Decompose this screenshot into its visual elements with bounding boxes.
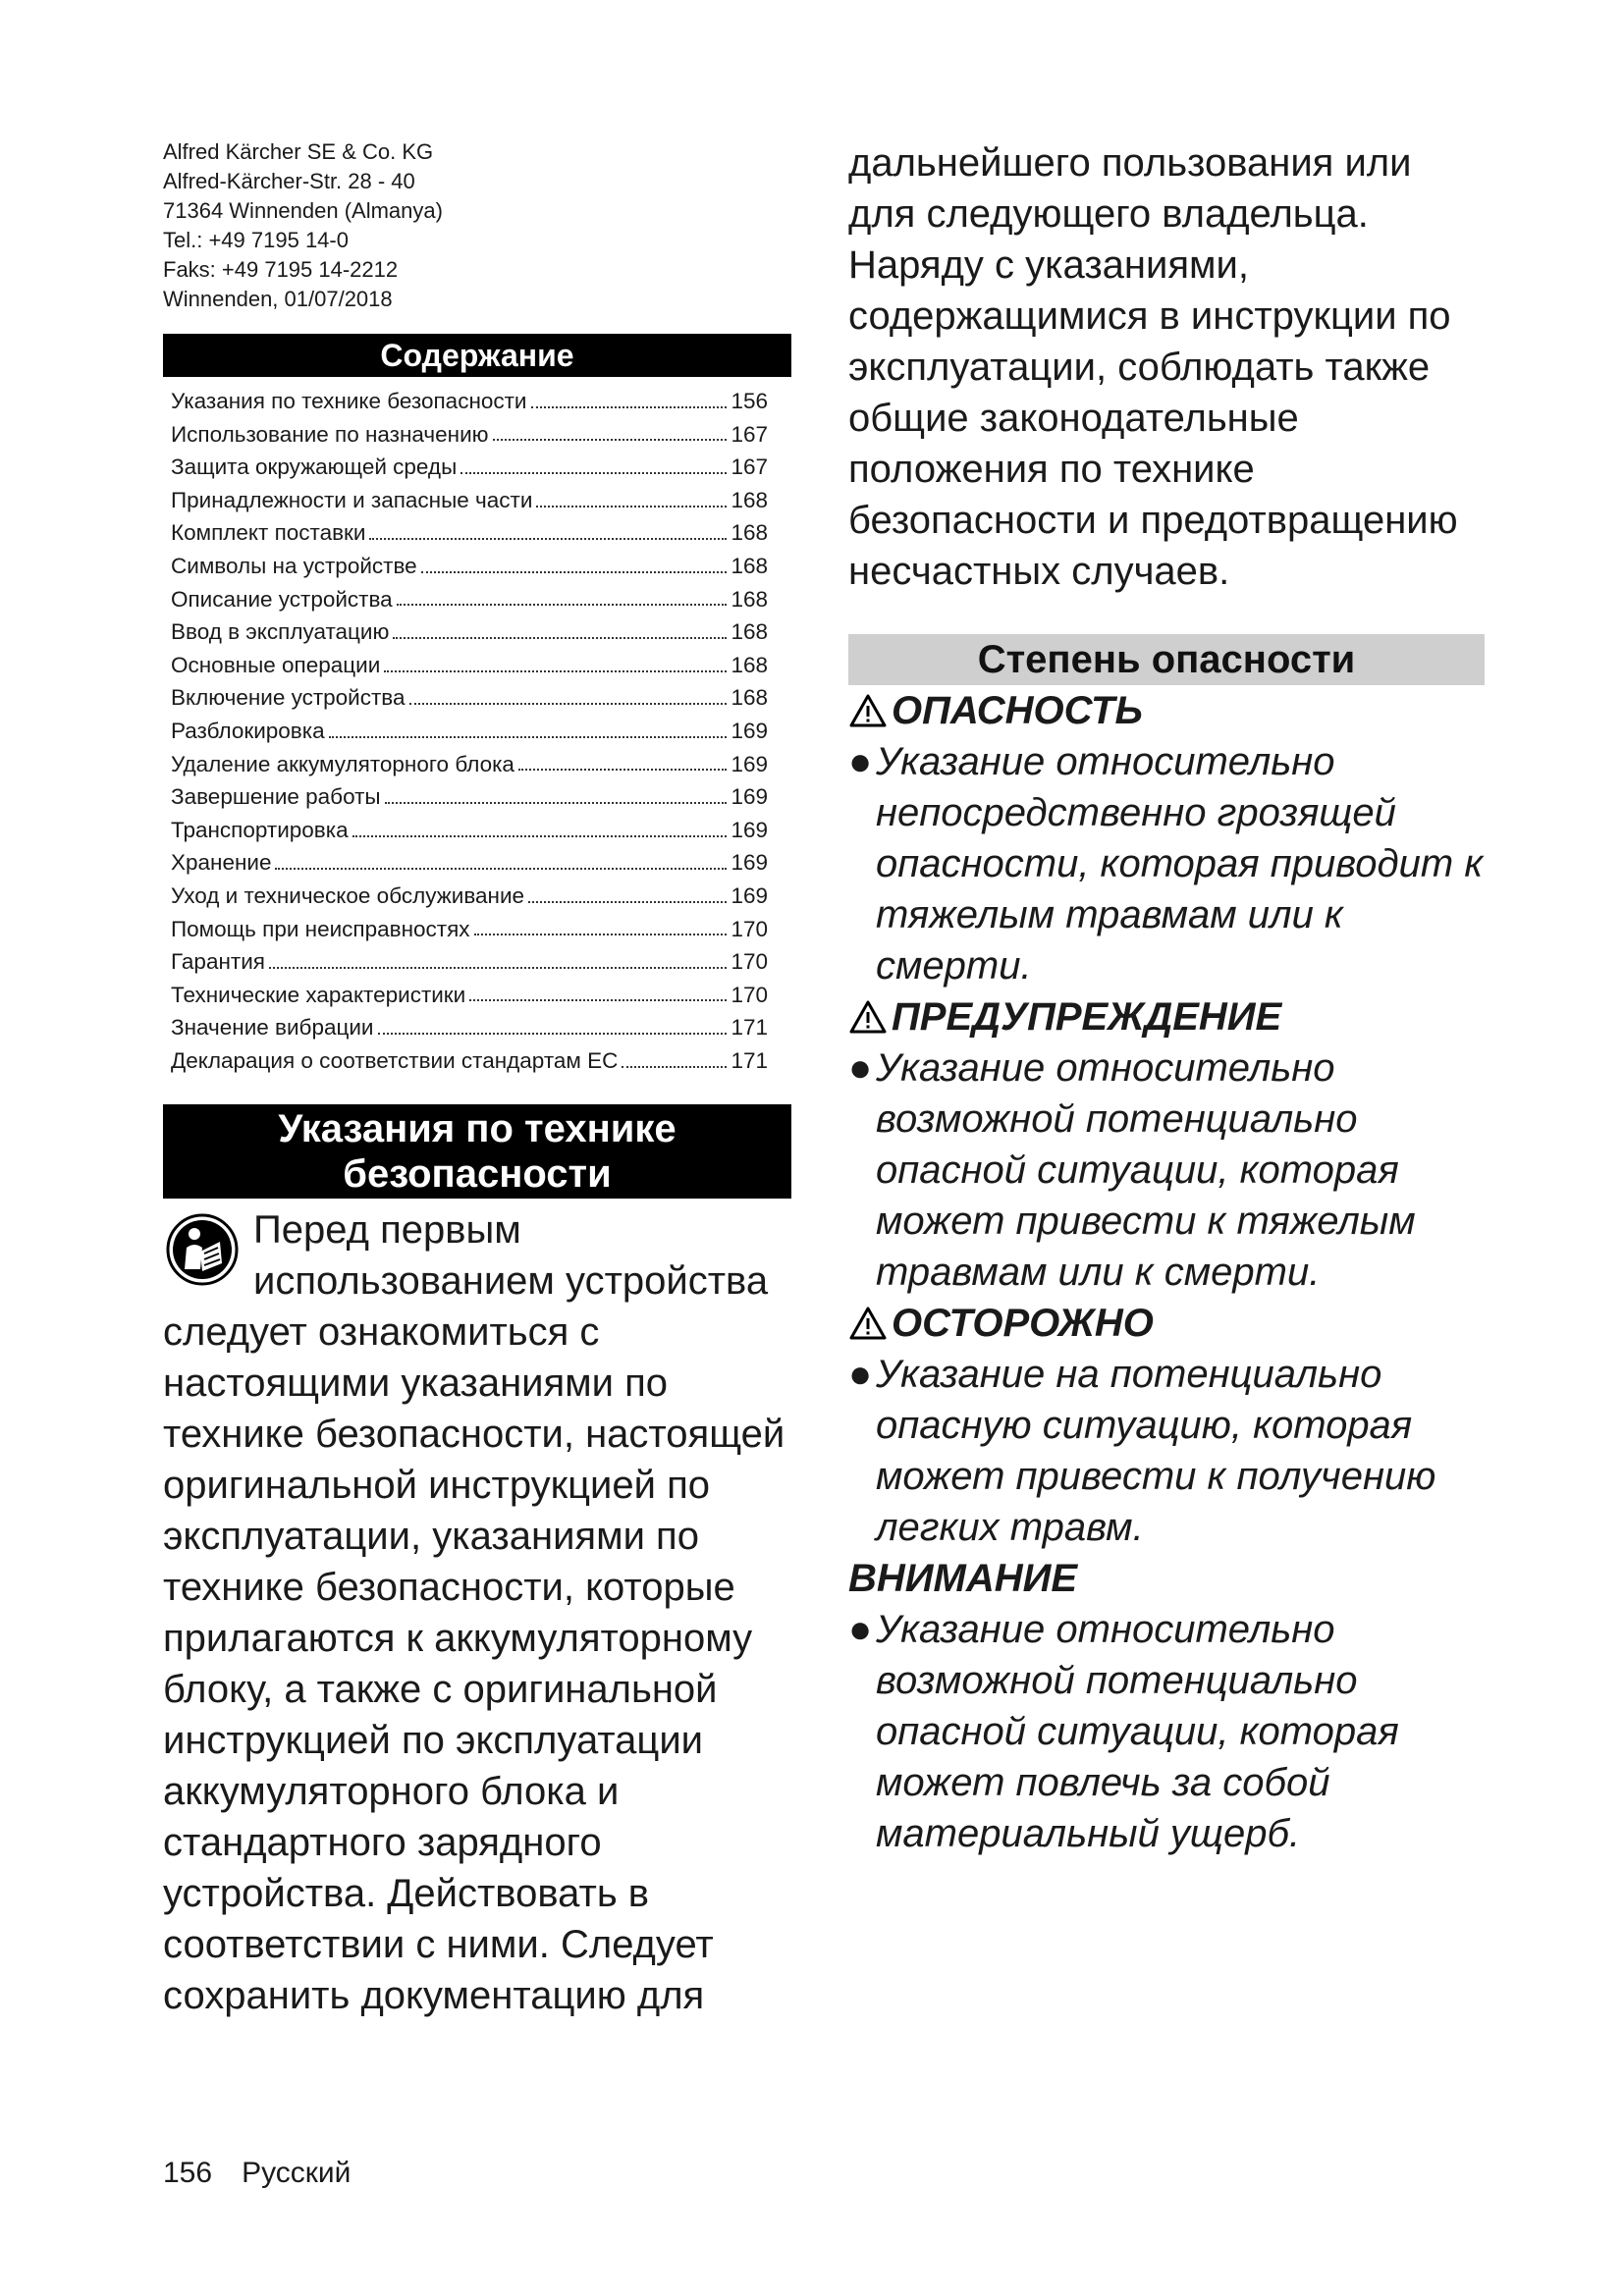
toc-row xyxy=(163,814,791,847)
toc-row xyxy=(163,615,791,649)
hazard-desc-text: Указание относительно возможной потенциально опасной ситуации, которая может привести к тяжелым травмам или к смерти. xyxy=(876,1046,1416,1294)
hazard-title-danger xyxy=(848,685,1485,736)
toc-leader-dots xyxy=(329,736,728,738)
hazard-level-notice xyxy=(848,1553,1485,1859)
toc-row xyxy=(163,516,791,550)
toc-title: Транспортировка xyxy=(171,817,349,842)
hazard-desc-caution xyxy=(848,1349,1485,1553)
hazard-desc-text: Указание относительно непосредственно грозящей опасности, которая приводит к тяжелым травмам или к смерти. xyxy=(876,740,1484,988)
toc-leader-dots xyxy=(460,472,727,474)
toc-title: Значение вибрации xyxy=(171,1015,374,1041)
toc-leader-dots xyxy=(421,571,728,573)
toc-leader-dots xyxy=(528,901,727,903)
toc-page: 169 xyxy=(731,784,768,810)
address-line: Winnenden, 01/07/2018 xyxy=(163,287,393,311)
toc-leader-dots xyxy=(622,1066,727,1068)
hazard-desc-text: Указание относительно возможной потенциально опасной ситуации, которая может повлечь за собой материальный ущерб. xyxy=(876,1608,1399,1855)
toc-page: 169 xyxy=(731,718,768,743)
toc-row xyxy=(163,385,791,418)
hazard-title-text: ПРЕДУПРЕЖДЕНИЕ xyxy=(892,995,1282,1039)
table-of-contents xyxy=(163,385,791,1077)
toc-leader-dots xyxy=(275,868,727,870)
toc-page: 169 xyxy=(731,850,768,876)
toc-title: Включение устройства xyxy=(171,685,406,711)
toc-title: Использование по назначению xyxy=(171,421,489,447)
address-line: Alfred Kärcher SE & Co. KG xyxy=(163,139,434,164)
toc-row xyxy=(163,748,791,781)
safety-heading-line1: Указания по технике xyxy=(278,1107,677,1151)
toc-leader-dots xyxy=(531,406,728,408)
toc-leader-dots xyxy=(469,999,727,1001)
safety-paragraph-2: Наряду с указаниями, содержащимися в инструкции по эксплуатации, соблюдать также общие законодательные положения по технике безопасности и предотвращению несчастных случаев. xyxy=(848,243,1458,593)
toc-title: Завершение работы xyxy=(171,784,381,810)
toc-page: 168 xyxy=(731,652,768,677)
bullet: ● xyxy=(848,1353,873,1396)
footer-language: Русский xyxy=(242,2157,352,2189)
toc-row xyxy=(163,945,791,979)
toc-page: 168 xyxy=(731,685,768,711)
toc-row xyxy=(163,780,791,814)
safety-intro-text: Перед первым использованием устройства следует ознакомиться с настоящими указаниями по технике безопасности, настоящей оригинальной инструкцией по эксплуатации, указаниями по технике безопасности, которые прилагаются к аккумуляторному блоку, а также с оригинальной инструкцией по эксплуатации аккумуляторного блока и стандартного зарядного устройства. Действовать в соответствии с ними. Следует сохранить документацию для xyxy=(163,1208,785,2018)
hazard-desc-notice xyxy=(848,1604,1485,1859)
warning-triangle-icon xyxy=(848,693,888,728)
toc-page: 171 xyxy=(731,1047,768,1073)
hazard-level-danger xyxy=(848,685,1485,991)
toc-leader-dots xyxy=(536,506,727,507)
toc-leader-dots xyxy=(518,769,728,771)
hazard-title-warning xyxy=(848,991,1485,1042)
toc-title: Символы на устройстве xyxy=(171,553,417,578)
toc-title: Разблокировка xyxy=(171,718,325,743)
safety-intro xyxy=(163,1204,791,2021)
toc-page: 168 xyxy=(731,553,768,578)
toc-page: 156 xyxy=(731,389,768,413)
bullet: ● xyxy=(848,1046,873,1090)
address-line: Tel.: +49 7195 14-0 xyxy=(163,228,349,252)
toc-row xyxy=(163,1044,791,1078)
toc-page: 168 xyxy=(731,586,768,612)
warning-triangle-icon xyxy=(848,999,888,1035)
toc-title: Технические характеристики xyxy=(171,982,466,1007)
toc-title: Комплект поставки xyxy=(171,520,366,546)
hazard-title-text: ВНИМАНИЕ xyxy=(848,1557,1078,1600)
toc-row xyxy=(163,418,791,452)
toc-title: Описание устройства xyxy=(171,586,393,612)
toc-row xyxy=(163,550,791,583)
toc-leader-dots xyxy=(352,835,728,837)
toc-leader-dots xyxy=(474,934,728,935)
toc-row xyxy=(163,846,791,880)
toc-row xyxy=(163,649,791,682)
toc-page: 167 xyxy=(731,421,768,447)
toc-title: Основные операции xyxy=(171,652,381,677)
toc-title: Удаление аккумуляторного блока xyxy=(171,751,514,776)
toc-row xyxy=(163,880,791,913)
address-line: Alfred-Kärcher-Str. 28 - 40 xyxy=(163,169,415,193)
read-manual-icon xyxy=(165,1212,240,1287)
warning-triangle-icon xyxy=(848,1306,888,1341)
toc-page: 170 xyxy=(731,982,768,1007)
page-number: 156 xyxy=(163,2157,213,2189)
toc-title: Ввод в эксплуатацию xyxy=(171,619,390,645)
toc-title: Уход и техническое обслуживание xyxy=(171,882,525,908)
toc-title: Помощь при неисправностях xyxy=(171,916,470,941)
toc-leader-dots xyxy=(409,703,728,705)
safety-continuation: дальнейшего пользования или для следующего владельца. xyxy=(848,141,1412,236)
safety-heading xyxy=(163,1104,791,1199)
toc-page: 168 xyxy=(731,619,768,645)
hazard-level-warning xyxy=(848,991,1485,1298)
hazard-title-text: ОСТОРОЖНО xyxy=(892,1302,1154,1345)
toc-row xyxy=(163,715,791,748)
hazard-desc-text: Указание на потенциально опасную ситуацию, которая может привести к получению легких травм. xyxy=(876,1353,1436,1549)
bullet: ● xyxy=(848,1608,873,1651)
hazard-levels-heading: Степень опасности xyxy=(848,634,1485,685)
toc-page: 169 xyxy=(731,817,768,842)
toc-title: Декларация о соответствии стандартам ЕС xyxy=(171,1047,619,1073)
toc-page: 167 xyxy=(731,454,768,480)
hazard-title-caution xyxy=(848,1298,1485,1349)
manufacturer-address xyxy=(163,137,791,314)
hazard-title-text: ОПАСНОСТЬ xyxy=(892,689,1143,732)
toc-leader-dots xyxy=(393,637,727,639)
toc-page: 170 xyxy=(731,916,768,941)
toc-leader-dots xyxy=(397,604,728,606)
toc-leader-dots xyxy=(378,1033,728,1035)
toc-leader-dots xyxy=(369,538,727,540)
bullet: ● xyxy=(848,740,873,783)
toc-leader-dots xyxy=(384,670,727,672)
toc-heading: Содержание xyxy=(163,334,791,377)
address-line: Faks: +49 7195 14-2212 xyxy=(163,257,399,282)
toc-leader-dots xyxy=(385,802,728,804)
left-column xyxy=(163,137,791,2021)
toc-title: Гарантия xyxy=(171,949,265,975)
right-column xyxy=(848,137,1485,1859)
toc-page: 169 xyxy=(731,882,768,908)
toc-page: 169 xyxy=(731,751,768,776)
toc-leader-dots xyxy=(493,439,728,441)
address-line: 71364 Winnenden (Almanya) xyxy=(163,198,443,223)
hazard-title-notice xyxy=(848,1553,1485,1604)
toc-page: 168 xyxy=(731,520,768,546)
toc-page: 171 xyxy=(731,1015,768,1041)
toc-title: Защита окружающей среды xyxy=(171,454,458,480)
toc-row xyxy=(163,913,791,946)
hazard-desc-warning xyxy=(848,1042,1485,1298)
toc-row xyxy=(163,583,791,616)
toc-row xyxy=(163,979,791,1012)
safety-heading-line2: безопасности xyxy=(343,1152,612,1197)
page-footer xyxy=(163,2156,380,2191)
toc-row xyxy=(163,451,791,484)
toc-title: Указания по технике безопасности xyxy=(171,389,527,413)
toc-row xyxy=(163,484,791,517)
toc-title: Принадлежности и запасные части xyxy=(171,487,533,512)
hazard-level-caution xyxy=(848,1298,1485,1553)
toc-row xyxy=(163,1011,791,1044)
hazard-desc-danger xyxy=(848,736,1485,991)
toc-page: 168 xyxy=(731,487,768,512)
toc-page: 170 xyxy=(731,949,768,975)
toc-row xyxy=(163,681,791,715)
toc-leader-dots xyxy=(269,967,728,969)
toc-title: Хранение xyxy=(171,850,272,876)
